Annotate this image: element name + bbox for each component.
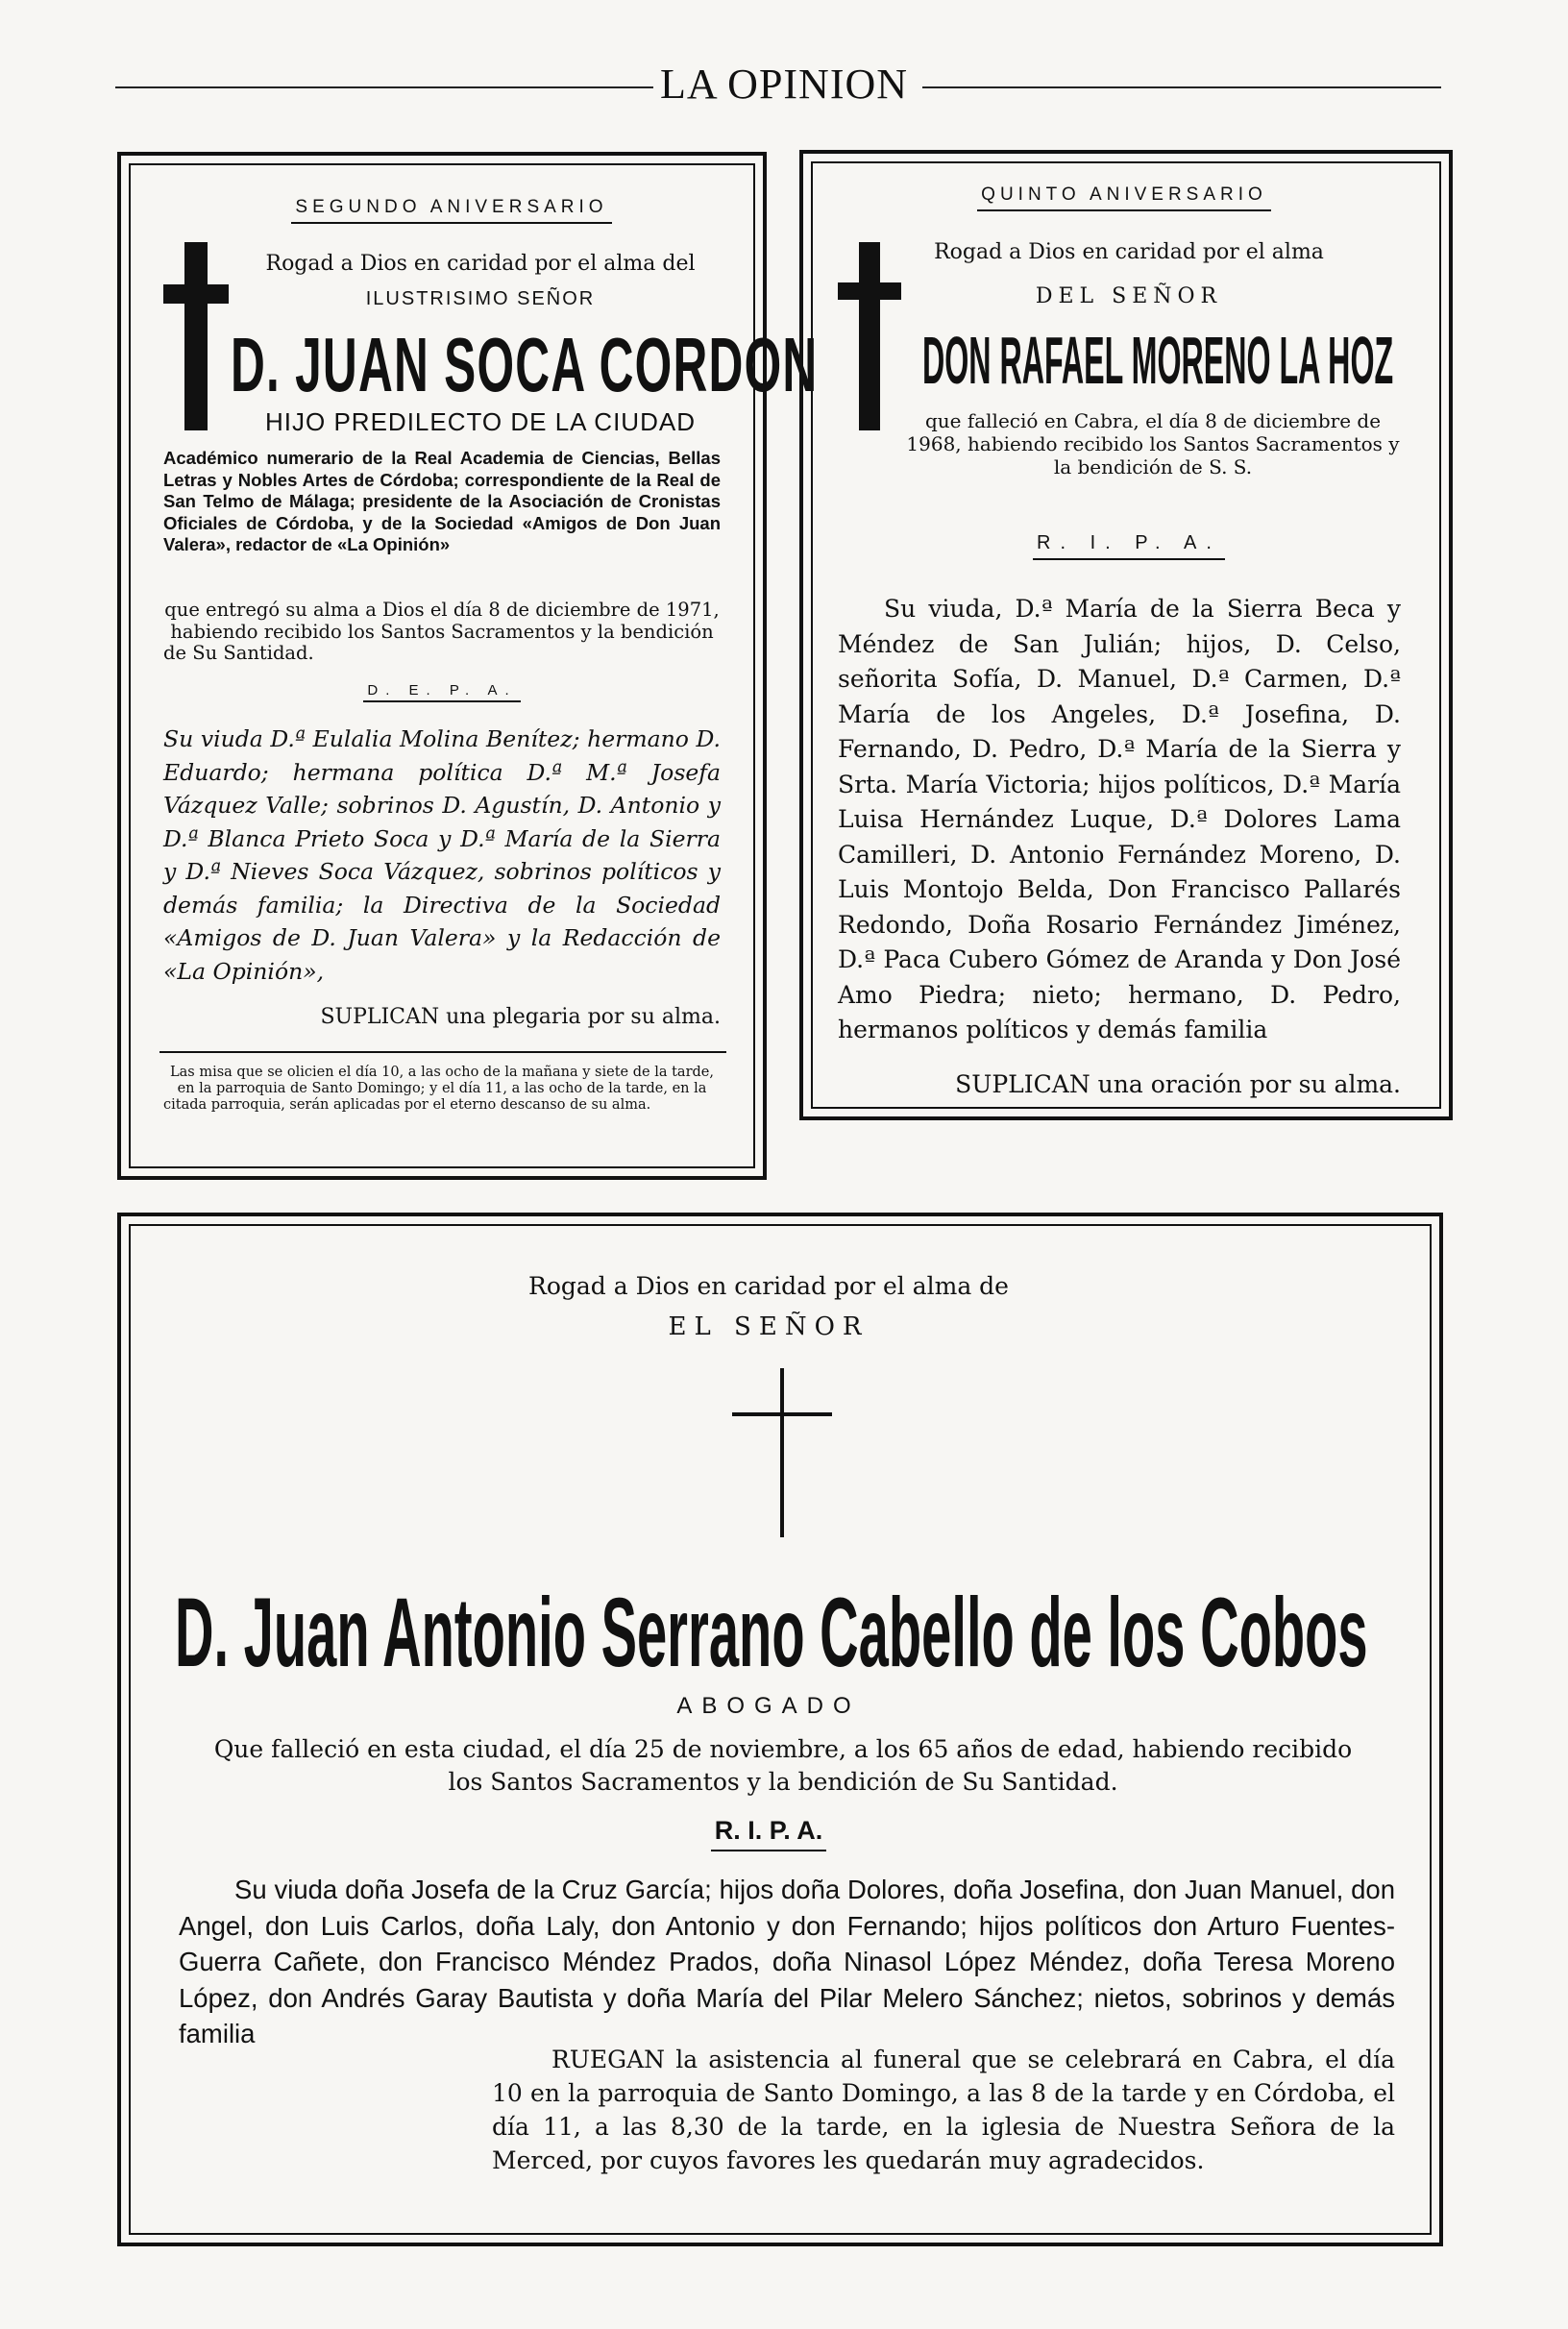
bottom-honorific: EL SEÑOR — [668, 1312, 870, 1341]
right-deceased-name: DON RAFAEL MORENO LA HOZ — [922, 323, 1394, 398]
left-cross-bar — [163, 284, 229, 304]
right-death-notice: que falleció en Cabra, el día 8 de diciembre de 1968, habiendo recibido los Santos Sacramentos y la bendición de S. S. — [906, 409, 1400, 478]
right-anniversary: QUINTO ANIVERSARIO — [977, 184, 1271, 211]
left-prayer: Rogad a Dios en caridad por el alma del — [265, 252, 696, 276]
bottom-request: RUEGAN la asistencia al funeral que se celebrará en Cabra, el día 10 en la parroquia de Santo Domingo, a las 8 de la tarde y en Córdoba, el día 11, a las 8,30 de la tarde, en la iglesia de Nuestra Señora de la Merced, por cuyos favores les quedarán muy agradecidos. — [492, 2046, 1395, 2174]
bottom-deceased-name: D. Juan Antonio Serrano Cabello de los Cobos — [175, 1578, 1368, 1687]
right-family: Su viuda, D.ª María de la Sierra Beca y Méndez de San Julián; hijos, D. Celso, señorita Sofía, D. Manuel, D.ª Carmen, D.ª María de los Angeles, D.ª Josefina, D. Fernando, D. Pedro, D.ª María de la Sierra y Srta. María Victoria; hijos políticos, D.ª María Luisa Hernández Luque, D.ª Dolores Lama Camilleri, D. Antonio Fernández Moreno, D. Luis Montojo Belda, Don Francisco Pallarés Redondo, Doña Rosario Fernández Jiménez, D.ª Paca Cubero Gómez de Aranda y Don José Amo Piedra; nieto; hermano, D. Pedro, hermanos políticos y demás familia — [838, 595, 1401, 1043]
bottom-profession: ABOGADO — [676, 1693, 861, 1719]
left-deceased-name: D. JUAN SOCA CORDON — [231, 322, 819, 407]
masthead-title: LA OPINION — [659, 61, 909, 108]
left-honorific: ILUSTRISIMO SEÑOR — [365, 288, 596, 309]
right-prayer: Rogad a Dios en caridad por el alma — [934, 240, 1324, 264]
right-honorific: DEL SEÑOR — [1035, 284, 1223, 308]
bottom-prayer: Rogad a Dios en caridad por el alma de — [528, 1272, 1009, 1300]
left-biography: Académico numerario de la Real Academia de Ciencias, Bellas Letras y Nobles Artes de Córdoba; correspondiente de la Real de San Telmo de Málaga; presidente de la Asociación de Cronistas Oficiales de Córdoba, y de la Sociedad «Amigos de Don Juan Valera», redactor de «La Opinión» — [163, 448, 721, 554]
left-death-notice: que entregó su alma a Dios el día 8 de diciembre de 1971, habiendo recibido los Santos Sacramentos y la bendición de Su Santidad. — [163, 599, 720, 664]
bottom-cross-icon — [780, 1368, 784, 1537]
bottom-family: Su viuda doña Josefa de la Cruz García; hijos doña Dolores, doña Josefina, don Juan Manuel, don Angel, don Luis Carlos, doña Laly, don Antonio y don Fernando; hijos políticos don Arturo Fuentes-Guerra Cañete, don Francisco Méndez Prados, doña Ninasol López Méndez, doña Teresa Moreno López, don Andrés Garay Bautista y doña María del Pilar Melero Sánchez; nietos, sobrinos y demás familia — [179, 1875, 1395, 2048]
bottom-death-notice: Que falleció en esta ciudad, el día 25 de noviembre, a los 65 años de edad, habiendo recibido los Santos Sacramentos y la bendición de Su Santidad. — [213, 1735, 1353, 1796]
left-subtitle: HIJO PREDILECTO DE LA CIUDAD — [265, 407, 696, 436]
right-ripa: R. I. P. A. — [1033, 532, 1225, 560]
bottom-ripa: R. I. P. A. — [711, 1816, 827, 1851]
left-request: SUPLICAN una plegaria por su alma. — [320, 1005, 721, 1029]
left-family: Su viuda D.ª Eulalia Molina Benítez; hermano D. Eduardo; hermana política D.ª M.ª Josefa Vázquez Valle; sobrinos D. Agustín, D. Antonio y D.ª Blanca Prieto Soca y D.ª María de la Sierra y D.ª Nieves Soca Vázquez, sobrinos políticos y demás familia; la Directiva de la Sociedad «Amigos de D. Juan Valera» y la Redacción de «La Opinión», — [163, 725, 721, 985]
left-divider — [159, 1051, 726, 1053]
bottom-cross-bar — [732, 1412, 832, 1416]
right-request: SUPLICAN una oración por su alma. — [955, 1070, 1401, 1098]
right-cross-bar — [838, 282, 901, 300]
left-cross-icon — [184, 242, 208, 430]
left-dep: D. E. P. A. — [363, 682, 520, 702]
right-cross-icon — [859, 242, 880, 430]
masthead-rule-right — [922, 86, 1441, 88]
left-masses: Las misa que se olicien el día 10, a las ocho de la mañana y siete de la tarde, en la parroquia de Santo Domingo; y el día 11, a las ocho de la tarde, en la citada parroquia, serán aplicadas por el eterno descanso de su alma. — [163, 1065, 714, 1113]
left-anniversary: SEGUNDO ANIVERSARIO — [291, 197, 611, 224]
